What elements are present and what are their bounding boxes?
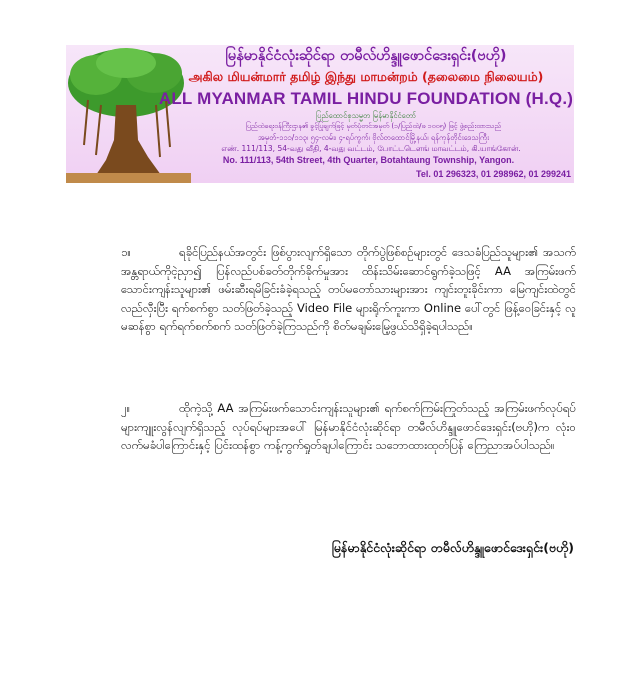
paragraph-2 — [121, 399, 576, 455]
paragraph-1-text: ရခိုင်ပြည်နယ်အတွင်း ဖြစ်ပွားလျက်ရှိသော တိုက်ပွဲဖြစ်စဉ်များတွင် ဒေသခံပြည်သူများ၏ အသက်အန္တရာယ်ကိုငဲ့ညှာ၍ ပြန်လည်ပစ်ခတ်တိုက်ခိုက်မှုအား ထိန်းသိမ်းဆောင်ရွက်ခဲ့သဖြင့် AA အကြမ်းဖက်သောင်းကျန်းသူများ၏ ဖမ်းဆီးရမိခြင်းခံခဲ့ရသည့် တပ်မတော်သားများအား ကျင်းတူးခိုင်းကာ မြေကျင်းထဲတွင် လည်လှီးပြီး ရက်စက်စွာ သတ်ဖြတ်ခဲ့သည့် Video File များရိုက်ကူးကာ Online ပေါ်တွင် ဖြန့်ဝေခြင်းနှင့် လူမဆန်စွာ ရက်ရက်စက်စက် သတ်ဖြတ်ခဲ့ကြသည်ကို စိတ်မချမ်းမြေ့ဖွယ်သိရှိခဲ့ရပါသည်။ — [121, 245, 577, 334]
letterhead-tamil-title: அகில மியன்மார் தமிழ் இந்து மாமன்றம் (தலைமை நிலையம்) — [188, 69, 544, 84]
letterhead-registration-line: ပြည်ထဲရေးဝန်ကြီးဌာန၏ ခွင့်ပြုချက်ဖြင့် မှတ်ပုံတင်အမှတ် (၁/ပြည်ထဲ/ဖ ၁၀၀၅) ဖြင့် ဖွဲ့စည်းထားသည် — [245, 122, 502, 130]
letterhead-telephone: Tel. 01 296323, 01 298962, 01 299241 — [416, 169, 571, 179]
letterhead-english-title: ALL MYANMAR TAMIL HINDU FOUNDATION (H.Q.) — [158, 89, 574, 108]
paragraph-2-number: ၂။ — [121, 401, 131, 415]
letterhead — [66, 45, 574, 183]
letterhead-country-line: ပြည်ထောင်စုသမ္မတ မြန်မာနိုင်ငံတော် — [315, 111, 417, 120]
paragraph-1-number: ၁။ — [121, 245, 131, 259]
signature-line: မြန်မာနိုင်ငံလုံးဆိုင်ရာ တမီလ်ဟိန္ဒူဖောင်ဒေးရှင်း(ဗဟို) — [331, 540, 574, 555]
paragraph-1 — [121, 243, 576, 336]
paragraph-2-text: ထိုကဲ့သို့ AA အကြမ်းဖက်သောင်းကျန်းသူများ၏ ရက်စက်ကြမ်းကြုတ်သည့် အကြမ်းဖက်လုပ်ရပ်များကျူးလွန်လျက်ရှိသည့် လုပ်ရပ်များအပေါ် မြန်မာနိုင်ငံလုံးဆိုင်ရာ တမီလ်ဟိန္ဒူဖောင်ဒေးရှင်း(ဗဟို)က လုံးဝလက်မခံပါကြောင်းနှင့် ပြင်းထန်စွာ ကန့်ကွက်ရှုတ်ချပါကြောင်း သဘောထားထုတ်ပြန် ကြေညာအပ်ပါသည်။ — [121, 401, 576, 453]
letterhead-burmese-title: မြန်မာနိုင်ငံလုံးဆိုင်ရာ တမီလ်ဟိန္ဒူဖောင်ဒေးရှင်း(ဗဟို) — [225, 48, 507, 64]
letterhead-burmese-address: အမှတ်-၁၁၁/၁၁၃၊ ၅၄-လမ်း၊ ၄-ရပ်ကွက်၊ ဗိုလ်တထောင်မြို့နယ်၊ ရန်ကုန်တိုင်းဒေသကြီး — [257, 133, 490, 142]
letterhead-tamil-address: எண். 111/113, 54-வது வீதி, 4-வது வட்டம், போட்டடௌங் மாவட்டம், கி.யாங்கோன். — [221, 144, 521, 153]
letterhead-english-address: No. 111/113, 54th Street, 4th Quarter, Botahtaung Township, Yangon. — [222, 155, 515, 165]
